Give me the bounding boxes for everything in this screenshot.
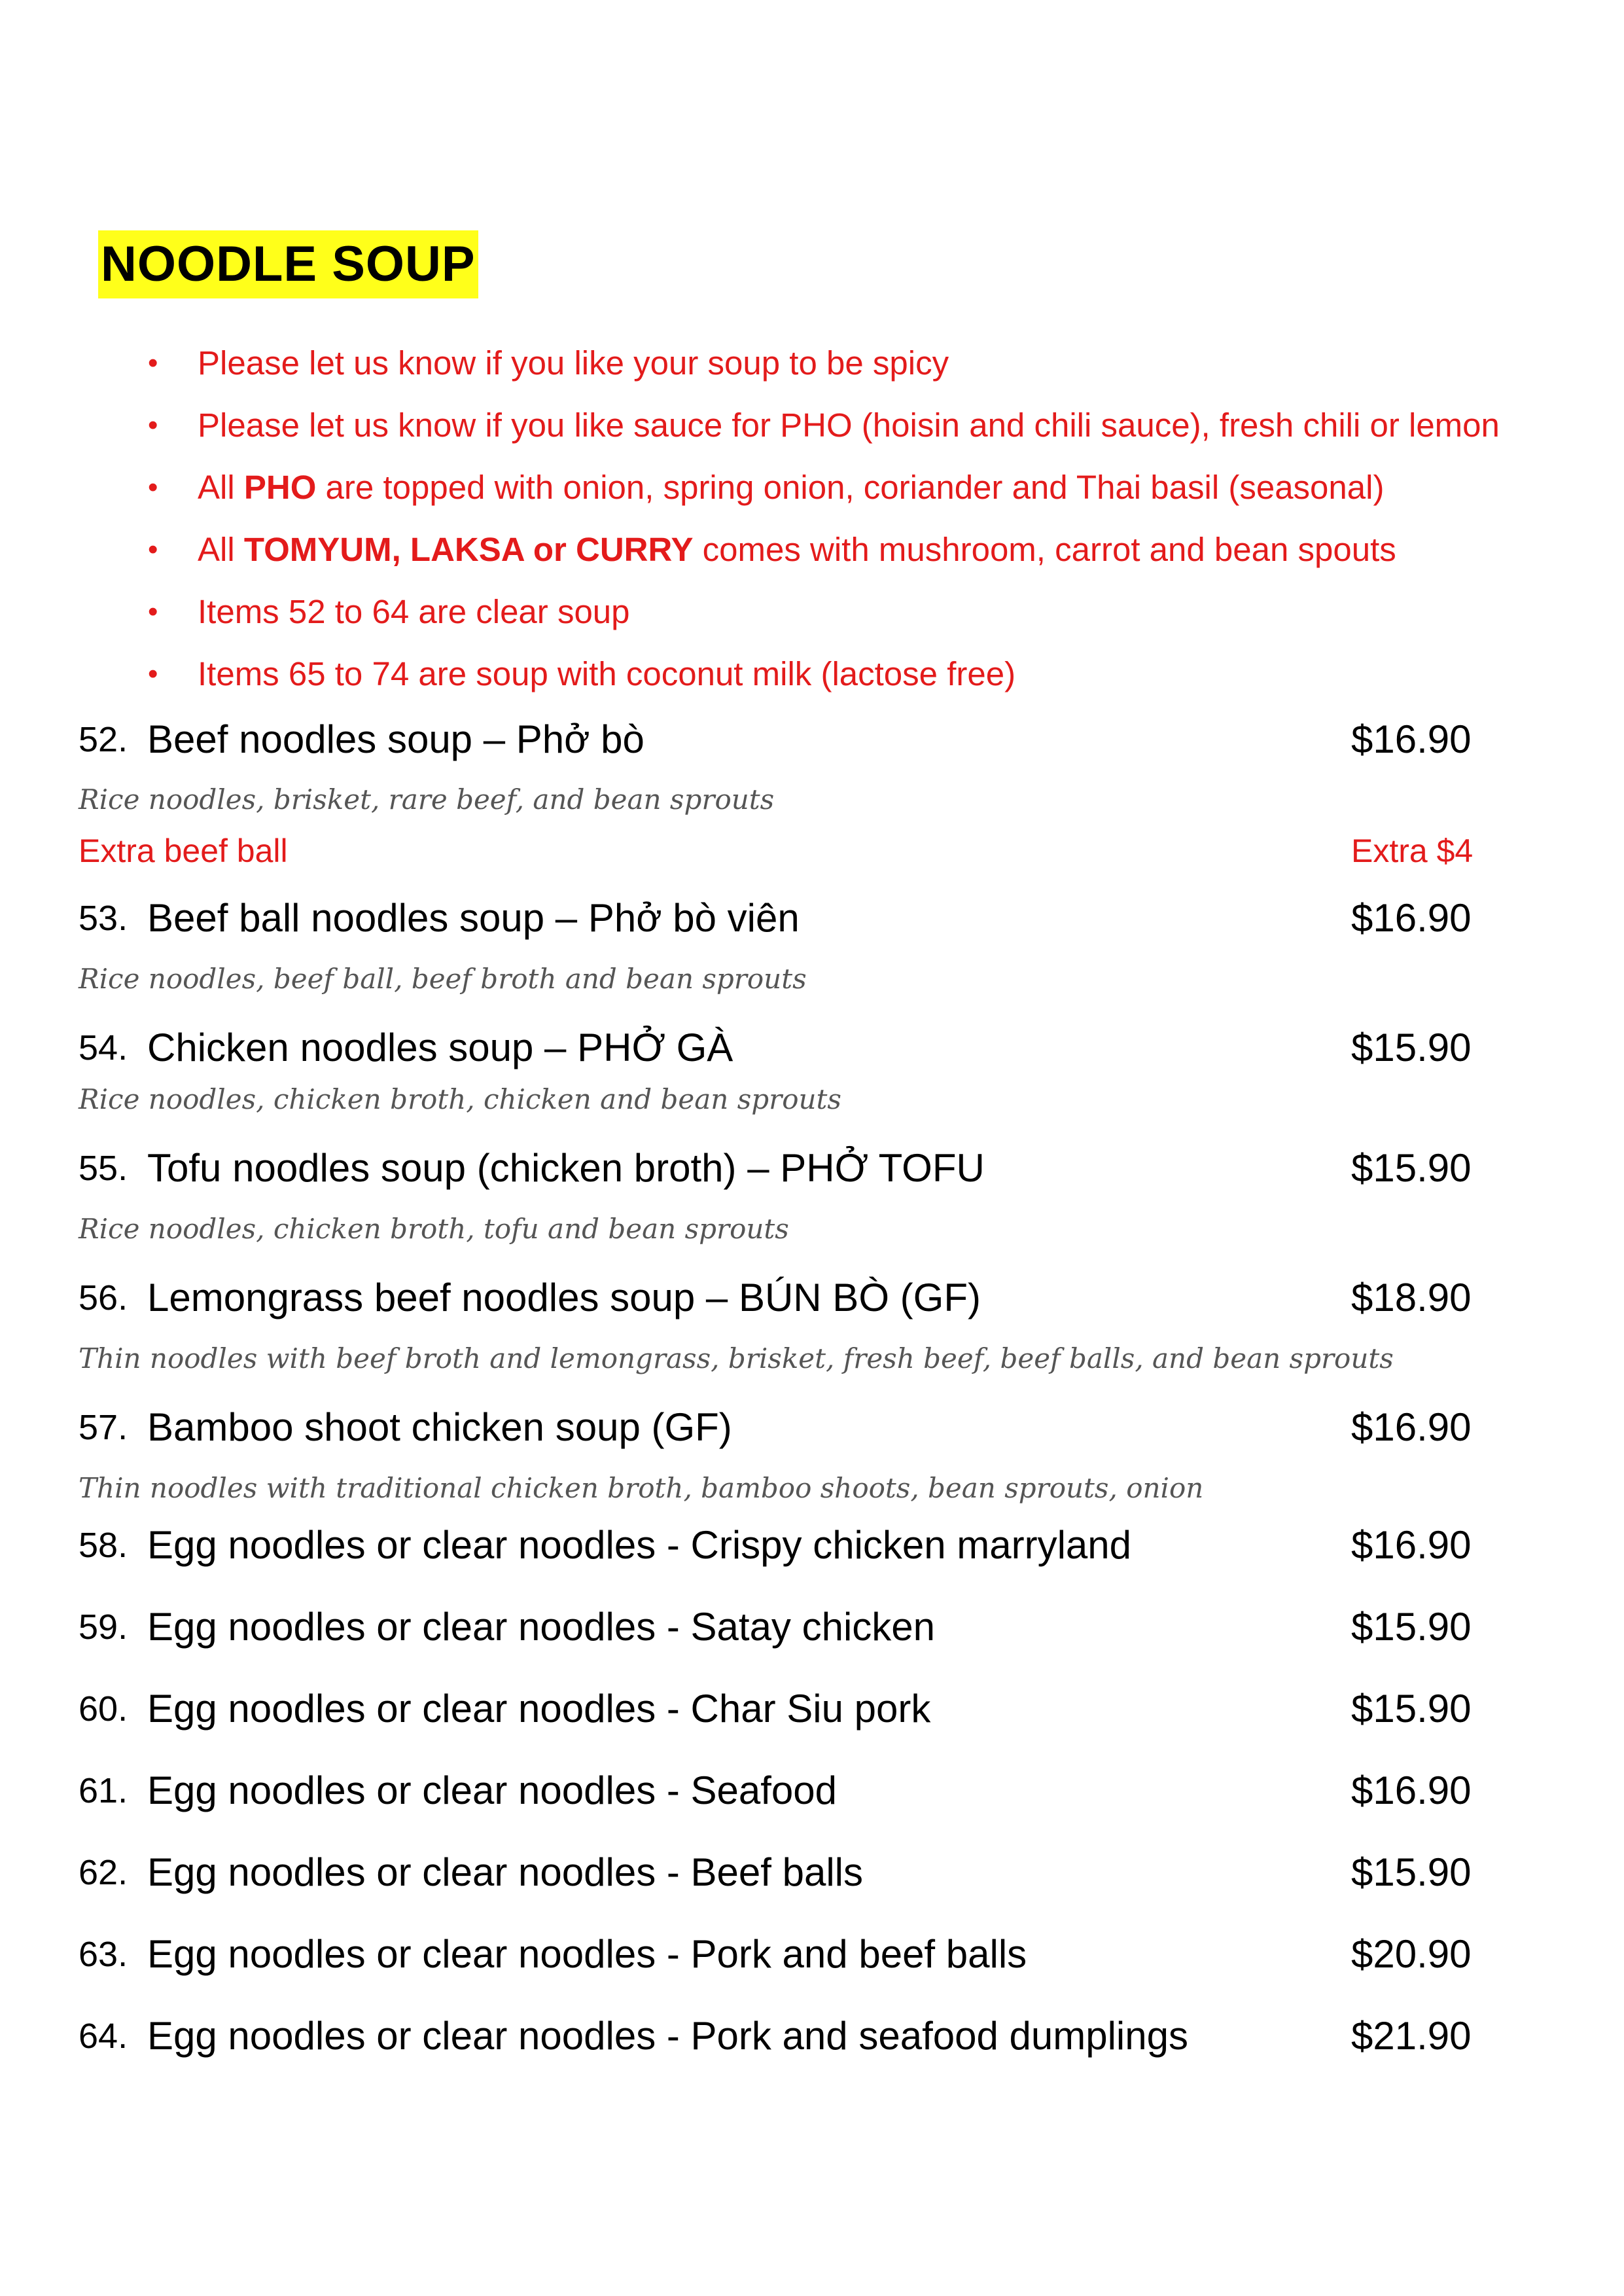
note-bold: PHO (243, 469, 317, 506)
item-description: Thin noodles with traditional chicken broth, bamboo shoots, bean sprouts, onion (79, 1472, 1204, 1504)
bullet-icon: • (148, 409, 158, 441)
item-name: Bamboo shoot chicken soup (GF) (147, 1405, 732, 1449)
item-description: Rice noodles, beef ball, beef broth and bean sprouts (79, 963, 807, 995)
item-name: Tofu noodles soup (chicken broth) – PHỞ TOFU (147, 1146, 985, 1190)
note-text: All (198, 531, 244, 568)
note-item (144, 334, 1500, 396)
item-number: 56. (79, 1278, 128, 1318)
note-text: comes with mushroom, carrot and bean spouts (693, 531, 1396, 568)
item-name: Egg noodles or clear noodles - Beef balls (147, 1850, 864, 1894)
note-text: Please let us know if you like your soup to be spicy (198, 344, 949, 382)
item-description: Rice noodles, brisket, rare beef, and bean sprouts (79, 783, 775, 816)
item-name: Egg noodles or clear noodles - Pork and seafood dumplings (147, 2014, 1188, 2058)
item-name: Egg noodles or clear noodles - Seafood (147, 1768, 838, 1812)
note-text: Items 65 to 74 are soup with coconut milk (lactose free) (198, 655, 1016, 692)
extra-price: Extra $4 (1351, 833, 1474, 869)
menu-item-54 (79, 1018, 1472, 1077)
item-name: Egg noodles or clear noodles - Pork and beef balls (147, 1932, 1027, 1976)
item-price: $16.90 (1351, 1523, 1472, 1567)
bullet-icon: • (148, 596, 158, 628)
item-number: 59. (79, 1607, 128, 1647)
item-price: $15.90 (1351, 1850, 1472, 1894)
item-price: $16.90 (1351, 896, 1472, 940)
note-text: are topped with onion, spring onion, coriander and Thai basil (seasonal) (316, 469, 1385, 506)
menu-item-61 (79, 1761, 1472, 1820)
item-price: $15.90 (1351, 1146, 1472, 1190)
item-number: 52. (79, 720, 128, 759)
note-text: Items 52 to 64 are clear soup (198, 593, 630, 630)
item-description: Thin noodles with beef broth and lemongrass, brisket, fresh beef, beef balls, and bean sprouts (79, 1342, 1394, 1374)
item-name: Egg noodles or clear noodles - Crispy chicken marryland (147, 1523, 1132, 1567)
item-description: Rice noodles, chicken broth, chicken and bean sprouts (79, 1083, 841, 1115)
item-number: 55. (79, 1149, 128, 1188)
item-number: 54. (79, 1028, 128, 1067)
menu-item-55 (79, 1139, 1472, 1198)
menu-item-57 (79, 1398, 1472, 1457)
item-price: $16.90 (1351, 1405, 1472, 1449)
note-item (144, 458, 1500, 520)
menu-item-60 (79, 1679, 1472, 1738)
item-name: Egg noodles or clear noodles - Satay chicken (147, 1605, 936, 1649)
item-number: 63. (79, 1935, 128, 1974)
item-number: 62. (79, 1853, 128, 1892)
item-number: 53. (79, 899, 128, 938)
item-description: Rice noodles, chicken broth, tofu and bean sprouts (79, 1213, 789, 1245)
bullet-icon: • (148, 347, 158, 379)
item-price: $15.90 (1351, 1687, 1472, 1731)
menu-item-59 (79, 1598, 1472, 1657)
item-price: $20.90 (1351, 1932, 1472, 1976)
menu-item-56 (79, 1268, 1472, 1327)
menu-item-62 (79, 1843, 1472, 1902)
note-text: Please let us know if you like sauce for PHO (hoisin and chili sauce), fresh chili or lemon (198, 406, 1500, 444)
item-name: Beef noodles soup – Phở bò (147, 717, 644, 761)
item-number: 60. (79, 1689, 128, 1729)
item-price: $15.90 (1351, 1026, 1472, 1069)
menu-item-52 (79, 710, 1472, 769)
item-price: $16.90 (1351, 717, 1472, 761)
bullet-icon: • (148, 533, 158, 565)
item-name: Egg noodles or clear noodles - Char Siu pork (147, 1687, 931, 1731)
item-number: 64. (79, 2017, 128, 2056)
item-name: Beef ball noodles soup – Phở bò viên (147, 896, 800, 940)
item-price: $18.90 (1351, 1276, 1472, 1319)
item-number: 58. (79, 1526, 128, 1565)
item-price: $16.90 (1351, 1768, 1472, 1812)
item-name: Lemongrass beef noodles soup – BÚN BÒ (GF) (147, 1276, 981, 1319)
extra-label: Extra beef ball (79, 833, 288, 869)
note-item (144, 520, 1500, 583)
menu-item-58 (79, 1516, 1472, 1575)
note-text: All (198, 469, 244, 506)
item-name: Chicken noodles soup – PHỞ GÀ (147, 1026, 733, 1069)
menu-item-64 (79, 2007, 1472, 2066)
bullet-icon: • (148, 471, 158, 503)
bullet-icon: • (148, 658, 158, 690)
item-number: 57. (79, 1408, 128, 1447)
note-item (144, 396, 1500, 458)
notes-list (144, 334, 1500, 707)
item-price: $21.90 (1351, 2014, 1472, 2058)
section-title: NOODLE SOUP (98, 230, 478, 298)
item-number: 61. (79, 1771, 128, 1810)
note-bold: TOMYUM, LAKSA or CURRY (243, 531, 694, 568)
note-item (144, 583, 1500, 645)
note-item (144, 645, 1500, 707)
menu-item-63 (79, 1925, 1472, 1984)
menu-item-53 (79, 889, 1472, 948)
item-price: $15.90 (1351, 1605, 1472, 1649)
